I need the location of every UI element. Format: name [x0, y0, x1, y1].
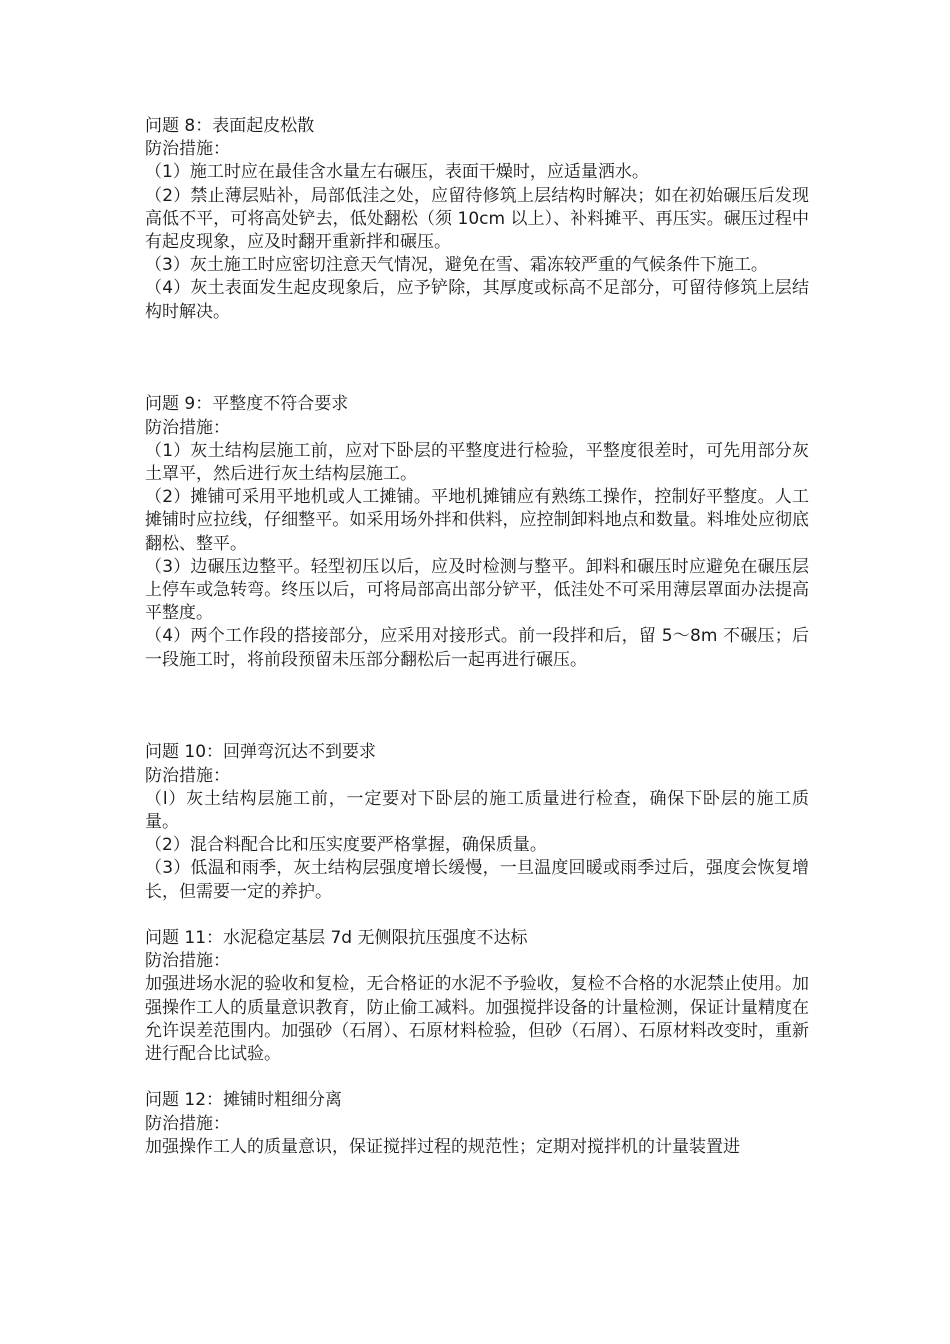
spacer	[145, 672, 809, 742]
section-title: 问题 11：水泥稳定基层 7d 无侧限抗压强度不达标	[145, 928, 528, 949]
paragraph: （2）摊铺可采用平地机或人工摊铺。平地机摊铺应有熟练工操作，控制好平整度。人工摊铺时应拉线，仔细整平。如采用场外拌和供料，应控制卸料地点和数量。料堆处应彻底翻松、整平。	[145, 487, 809, 554]
paragraph: 加强操作工人的质量意识，保证搅拌过程的规范性；定期对搅拌机的计量装置进	[145, 1136, 740, 1157]
section-title: 问题 10：回弹弯沉达不到要求	[145, 742, 377, 763]
section-label: 防治措施：	[145, 951, 230, 972]
paragraph: （4）两个工作段的搭接部分，应采用对接形式。前一段拌和后，留 5～8m 不碾压；后一段施工时，将前段预留未压部分翻松后一起再进行碾压。	[145, 626, 809, 670]
paragraph: （1）施工时应在最佳含水量左右碾压，表面干燥时，应适量洒水。	[145, 162, 649, 183]
document-body	[145, 115, 809, 1159]
section-title: 问题 12：摊铺时粗细分离	[145, 1090, 343, 1111]
paragraph: （2）混合料配合比和压实度要严格掌握，确保质量。	[145, 835, 547, 856]
spacer	[145, 324, 809, 394]
spacer	[145, 1066, 809, 1089]
spacer	[145, 904, 809, 927]
paragraph: （3）低温和雨季，灰土结构层强度增长缓慢，一旦温度回暖或雨季过后，强度会恢复增长，但需要一定的养护。	[145, 858, 809, 902]
paragraph: （3）灰土施工时应密切注意天气情况，避免在雪、霜冻较严重的气候条件下施工。	[145, 255, 768, 276]
section-problem-10	[145, 741, 809, 903]
section-label: 防治措施：	[145, 417, 230, 438]
paragraph: 加强进场水泥的验收和复检，无合格证的水泥不予验收，复检不合格的水泥禁止使用。加强操作工人的质量意识教育，防止偷工减料。加强搅拌设备的计量检测，保证计量精度在允许误差范围内。加强砂（石屑）、石原材料检验，但砂（石屑）、石原材料改变时，重新进行配合比试验。	[145, 974, 809, 1065]
section-label: 防治措施：	[145, 765, 230, 786]
section-problem-12	[145, 1089, 809, 1159]
section-problem-11	[145, 927, 809, 1066]
paragraph: （4）灰土表面发生起皮现象后，应予铲除，其厚度或标高不足部分，可留待修筑上层结构时解决。	[145, 278, 809, 322]
section-label: 防治措施：	[145, 1113, 230, 1134]
paragraph: （3）边碾压边整平。轻型初压以后，应及时检测与整平。卸料和碾压时应避免在碾压层上停车或急转弯。终压以后，可将局部高出部分铲平，低洼处不可采用薄层罩面办法提高平整度。	[145, 556, 809, 624]
section-problem-9	[145, 393, 809, 671]
section-title: 问题 8：表面起皮松散	[145, 116, 315, 136]
section-label: 防治措施：	[145, 139, 230, 160]
paragraph: （l）灰土结构层施工前，一定要对下卧层的施工质量进行检查，确保下卧层的施工质量。	[145, 788, 809, 833]
section-problem-8	[145, 115, 809, 324]
paragraph: （1）灰土结构层施工前，应对下卧层的平整度进行检验，平整度很差时，可先用部分灰土罩平，然后进行灰土结构层施工。	[145, 440, 809, 485]
paragraph: （2）禁止薄层贴补，局部低洼之处，应留待修筑上层结构时解决；如在初始碾压后发现高低不平，可将高处铲去，低处翻松（须 10cm 以上）、补料摊平、再压实。碾压过程中有起皮现象，应及时翻开重新拌和碾压。	[145, 185, 809, 253]
section-title: 问题 9：平整度不符合要求	[145, 394, 349, 415]
